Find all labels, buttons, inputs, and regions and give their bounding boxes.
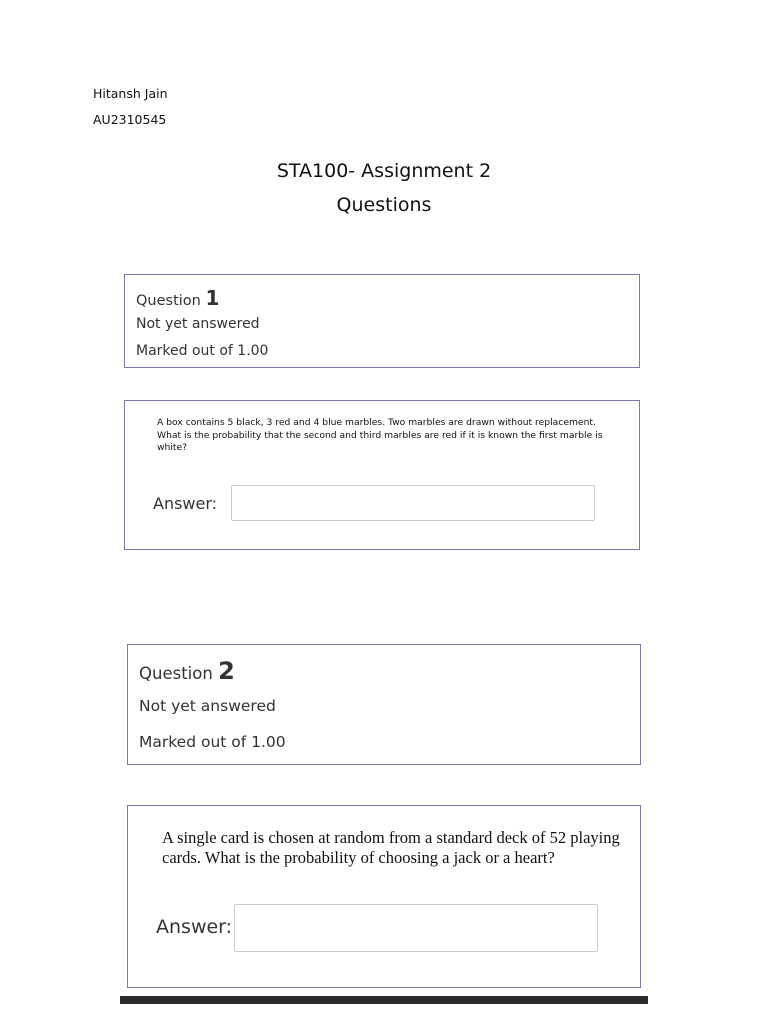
question-2-marks: Marked out of 1.00 (139, 733, 286, 751)
question-1-info-panel (124, 274, 640, 368)
question-2-heading (139, 657, 235, 685)
question-1-content-panel (124, 400, 640, 550)
question-2-label: Question (139, 664, 213, 683)
question-2-number: 2 (218, 657, 235, 685)
question-1-number: 1 (205, 286, 220, 310)
student-id: AU2310545 (93, 112, 167, 127)
question-2-text: A single card is chosen at random from a standard deck of 52 playing cards. What is the probability of choosing a jack or a heart? (162, 828, 620, 867)
question-2-answer-input[interactable] (234, 904, 598, 952)
document-subtitle: Questions (336, 194, 432, 216)
question-1-marks: Marked out of 1.00 (136, 343, 269, 359)
question-1-heading (136, 286, 219, 310)
question-2-answer-label: Answer: (156, 916, 233, 938)
question-1-status: Not yet answered (136, 316, 260, 332)
question-2-content-panel (127, 805, 641, 988)
page-bottom-bar (120, 996, 648, 1004)
author-name: Hitansh Jain (93, 86, 168, 101)
question-1-answer-input[interactable] (231, 485, 595, 521)
question-2-info-panel (127, 644, 641, 765)
question-1-text: A box contains 5 black, 3 red and 4 blue marbles. Two marbles are drawn without replacement. What is the probability that the second and third marbles are red if it is known the first marble is white? (157, 417, 603, 453)
question-1-answer-label: Answer: (153, 494, 218, 513)
document-title: STA100- Assignment 2 (276, 160, 492, 182)
question-2-status: Not yet answered (139, 697, 276, 715)
question-1-label: Question (136, 293, 201, 309)
